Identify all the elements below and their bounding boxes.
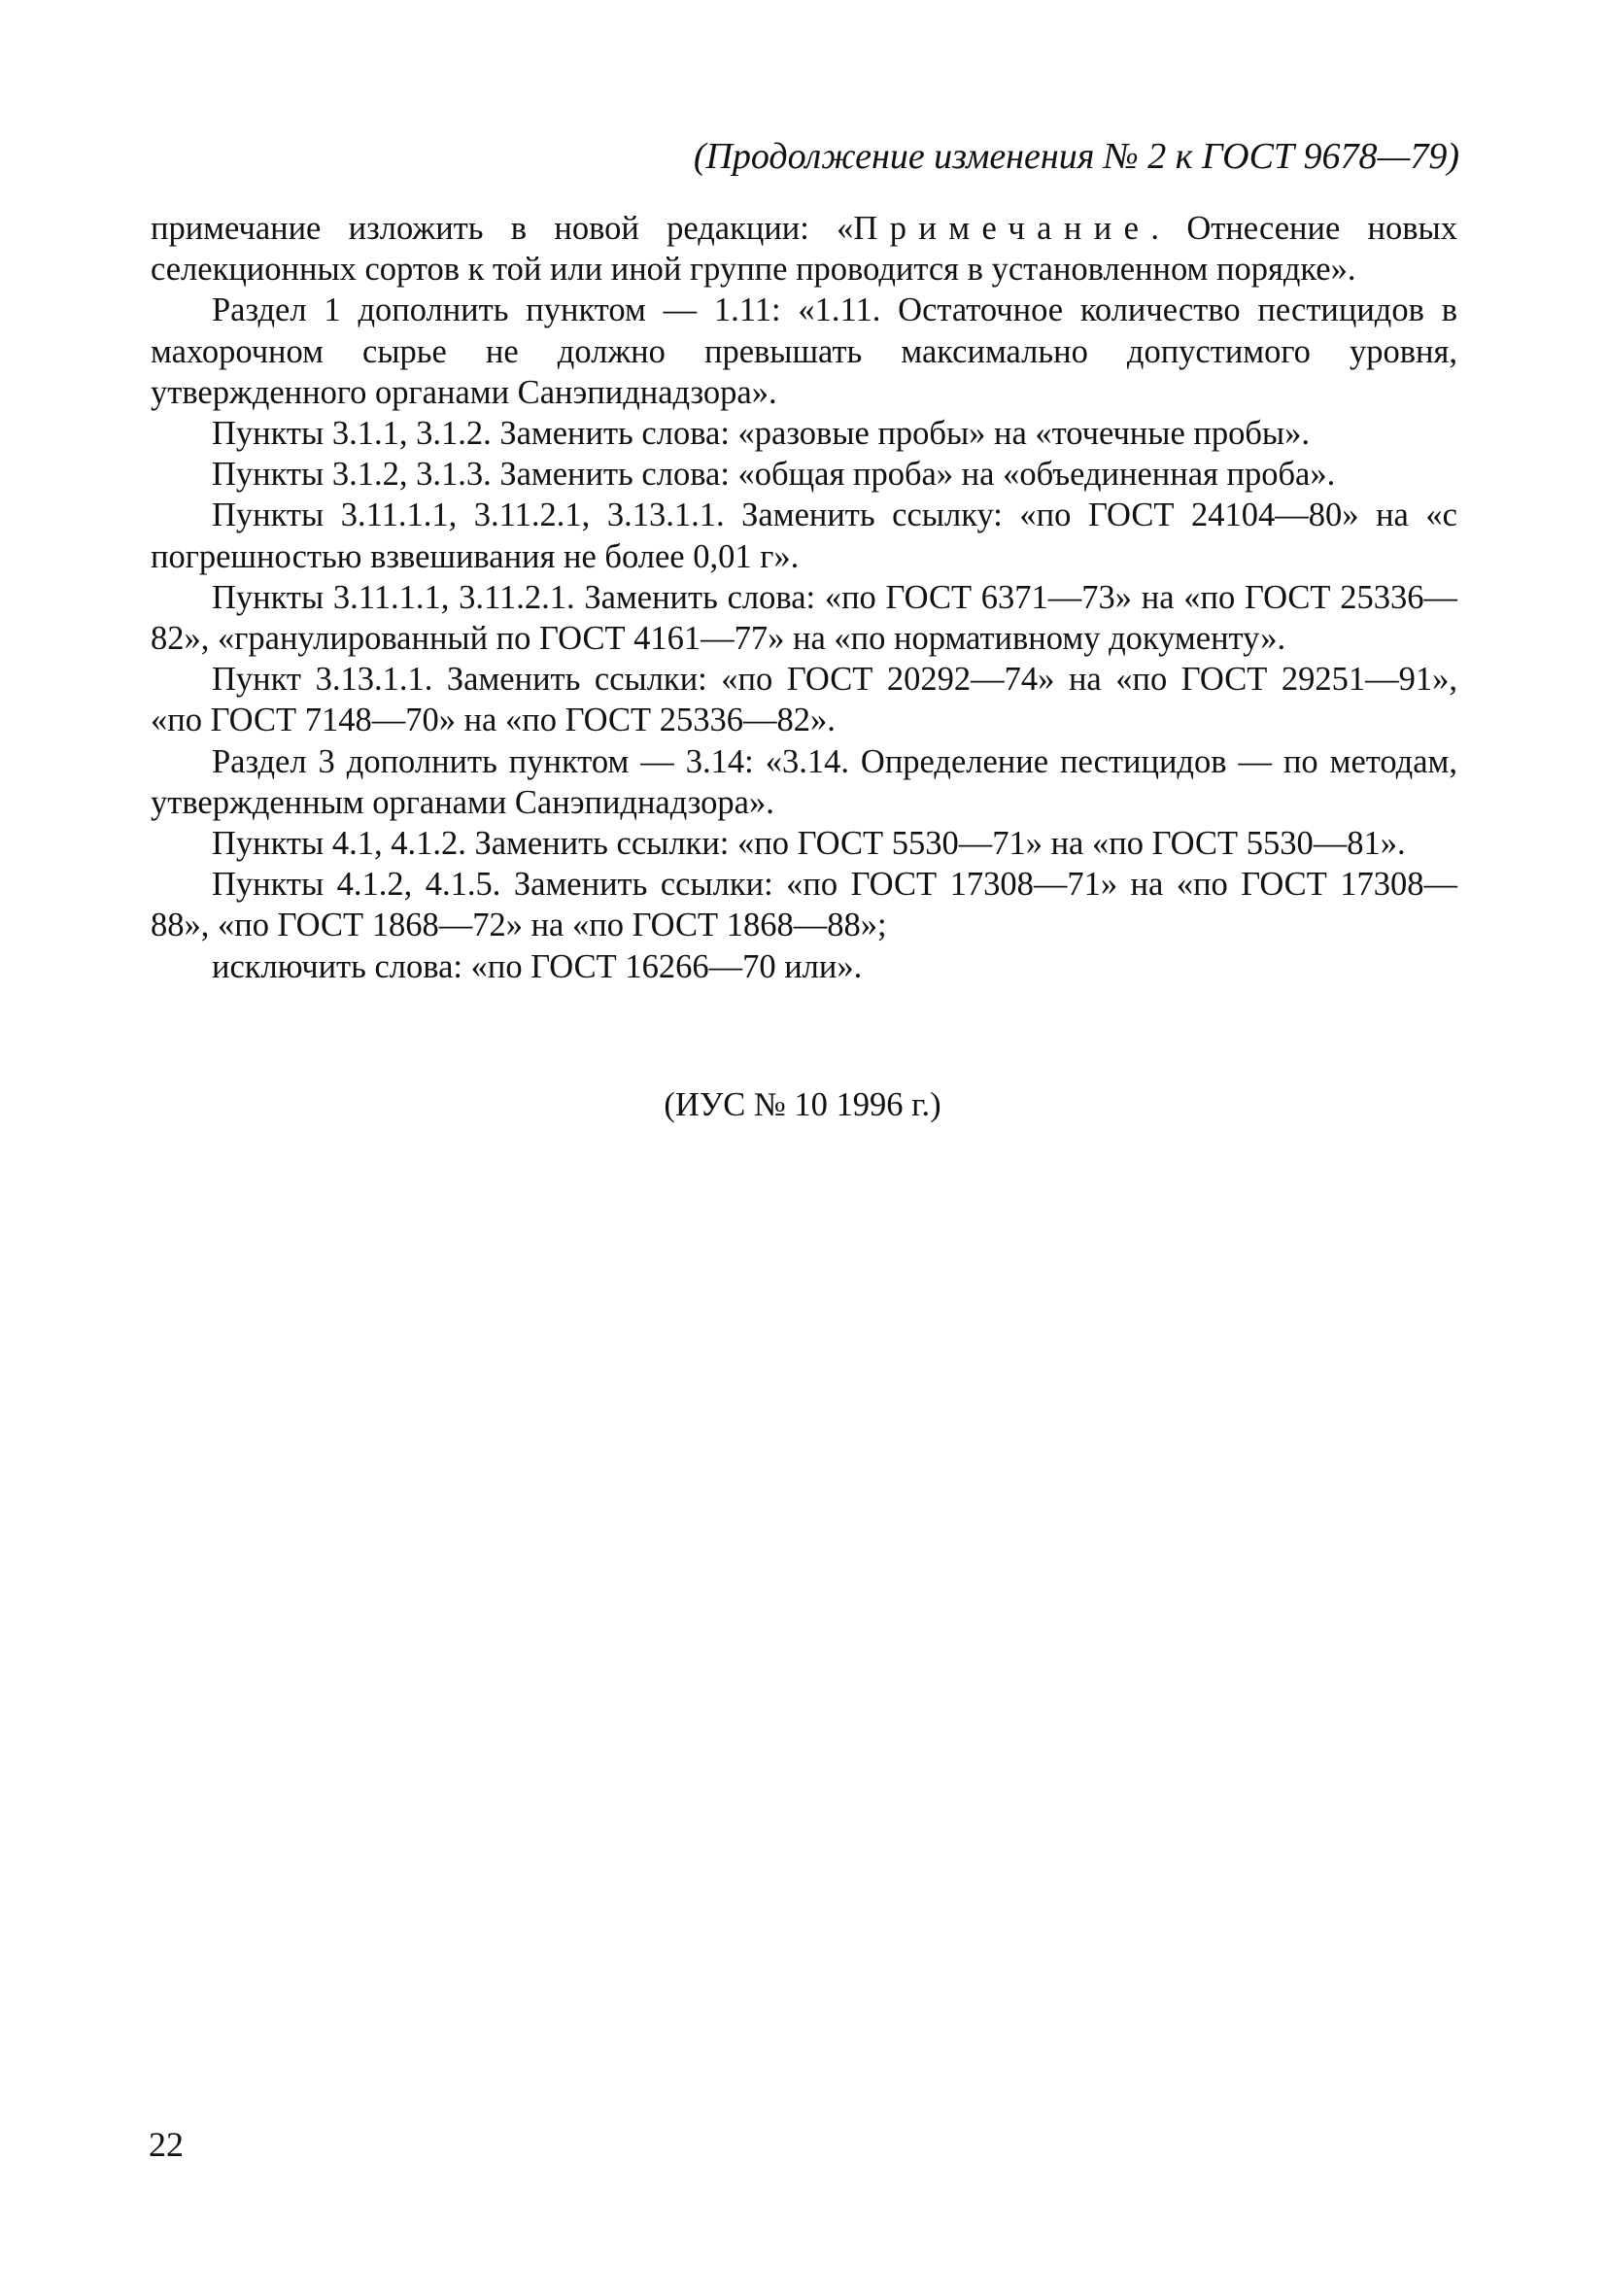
paragraph-exclude-words: исключить слова: «по ГОСТ 16266—70 или». — [212, 947, 863, 985]
paragraph-section-1-addition: Раздел 1 дополнить пунктом — 1.11: «1.11. Остаточное количество пестицидов в махорочном сырье не должно превышать максимально допустимого уровня, утвержденного органами Санэпиднадзора». — [151, 291, 1457, 411]
paragraph-item-3-13-1-1: Пункт 3.13.1.1. Заменить ссылки: «по ГОСТ 20292—74» на «по ГОСТ 29251—91», «по ГОСТ 7148—70» на «по ГОСТ 25336—82». — [151, 661, 1457, 739]
note-revision-start: примечание изложить в новой редакции: « — [151, 210, 854, 247]
paragraph-items-3-1-2: Пункты 3.1.2, 3.1.3. Заменить слова: «общая проба» на «объединенная проба». — [212, 456, 1336, 494]
paragraph-note-revision — [151, 208, 1457, 290]
paragraph-items-3-11-2-1: Пункты 3.11.1.1, 3.11.2.1. Заменить слова: «по ГОСТ 6371—73» на «по ГОСТ 25336—82», «гранулированный по ГОСТ 4161—77» на «по нормативному документу». — [151, 578, 1457, 658]
paragraph-items-4-1: Пункты 4.1, 4.1.2. Заменить ссылки: «по ГОСТ 5530—71» на «по ГОСТ 5530—81». — [212, 825, 1406, 863]
running-header: (Продолжение изменения № 2 к ГОСТ 9678—79) — [693, 136, 1459, 177]
paragraph-items-4-1-2: Пункты 4.1.2, 4.1.5. Заменить ссылки: «по ГОСТ 17308—71» на «по ГОСТ 17308—88», «по ГОСТ 1868—72» на «по ГОСТ 1868—88»; — [151, 866, 1457, 944]
amendment-text — [151, 208, 1457, 987]
paragraph-section-3-addition: Раздел 3 дополнить пунктом — 3.14: «3.14. Определение пестицидов — по методам, утвержденным органами Санэпиднадзора». — [151, 742, 1457, 821]
page-number: 22 — [149, 2125, 184, 2164]
paragraph-items-3-1-1: Пункты 3.1.1, 3.1.2. Заменить слова: «разовые пробы» на «точечные пробы». — [212, 415, 1310, 453]
source-reference: (ИУС № 10 1996 г.) — [664, 1086, 941, 1123]
note-revision-end: . Отнесение новых селекционных сортов к той или иной группе проводится в установленном порядке». — [151, 210, 1457, 289]
note-label: Примечание — [853, 210, 1151, 247]
paragraph-items-3-11-1-1: Пункты 3.11.1.1, 3.11.2.1, 3.13.1.1. Заменить ссылку: «по ГОСТ 24104—80» на «с погрешностью взвешивания не более 0,01 г». — [151, 497, 1457, 575]
